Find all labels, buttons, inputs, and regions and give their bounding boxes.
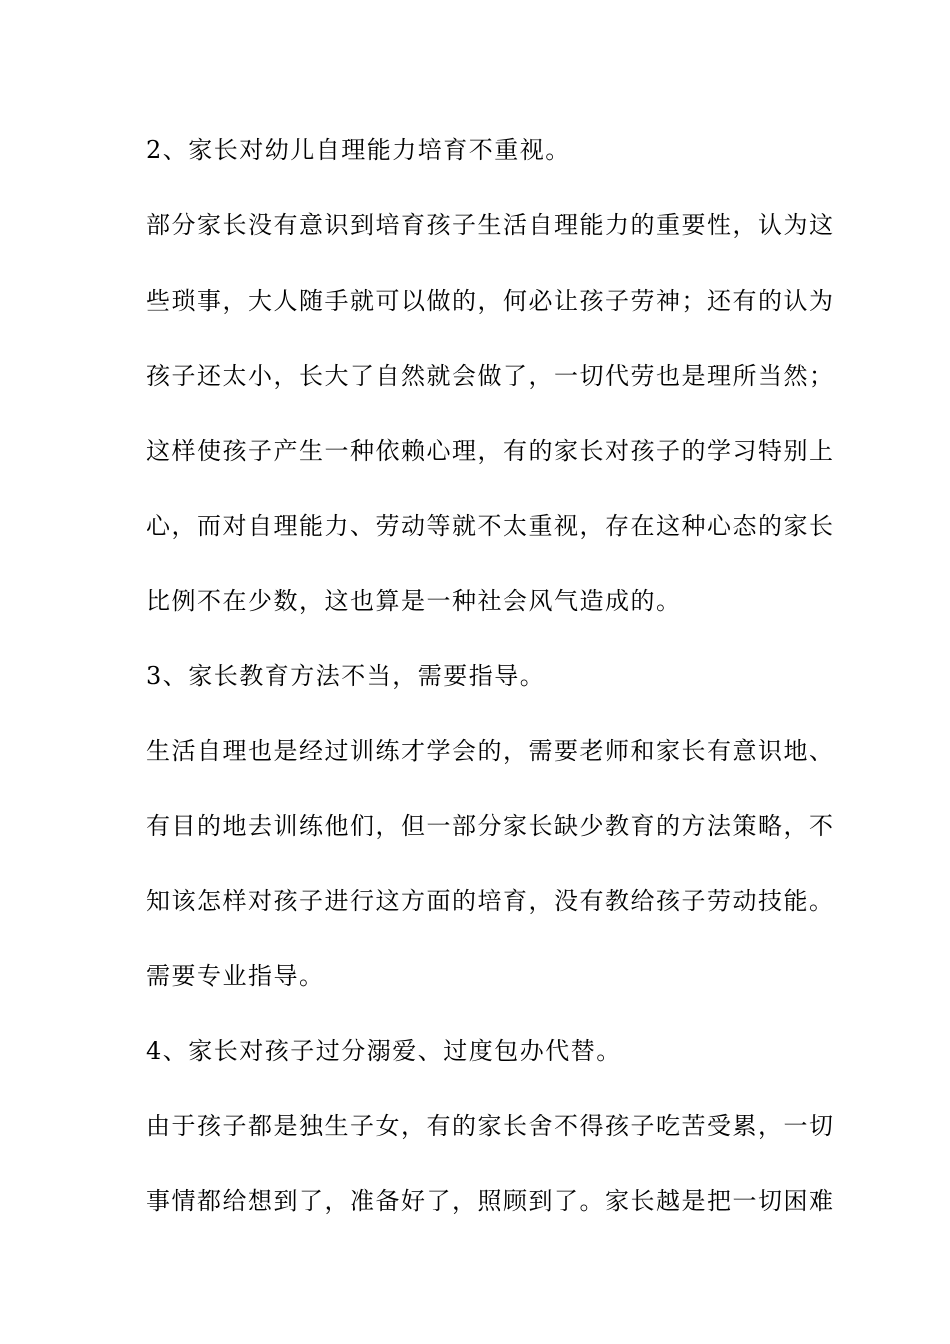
paragraph-line: 些琐事，大人随手就可以做的，何必让孩子劳神；还有的认为	[146, 287, 835, 315]
paragraph-line: 知该怎样对孩子进行这方面的培育，没有教给孩子劳动技能。	[146, 887, 835, 915]
paragraph-line: 需要专业指导。	[146, 962, 325, 990]
paragraph-line: 事情都给想到了，准备好了，照顾到了。家长越是把一切困难	[146, 1187, 835, 1215]
paragraph-line: 有目的地去训练他们，但一部分家长缺少教育的方法策略，不	[146, 812, 835, 840]
heading-overindulgence: 4、家长对孩子过分溺爱、过度包办代替。	[146, 1037, 622, 1065]
paragraph-line: 生活自理也是经过训练才学会的，需要老师和家长有意识地、	[146, 737, 835, 765]
heading-improper-methods: 3、家长教育方法不当，需要指导。	[146, 662, 546, 690]
paragraph-line: 这样使孩子产生一种依赖心理，有的家长对孩子的学习特别上	[146, 437, 835, 465]
heading-parent-neglect: 2、家长对幼儿自理能力培育不重视。	[146, 136, 571, 164]
paragraph-line: 孩子还太小，长大了自然就会做了，一切代劳也是理所当然；	[146, 362, 835, 390]
paragraph-line: 由于孩子都是独生子女，有的家长舍不得孩子吃苦受累，一切	[146, 1112, 835, 1140]
paragraph-line: 比例不在少数，这也算是一种社会风气造成的。	[146, 587, 682, 615]
paragraph-line: 部分家长没有意识到培育孩子生活自理能力的重要性，认为这	[146, 211, 835, 239]
paragraph-line: 心，而对自理能力、劳动等就不太重视，存在这种心态的家长	[146, 512, 835, 540]
